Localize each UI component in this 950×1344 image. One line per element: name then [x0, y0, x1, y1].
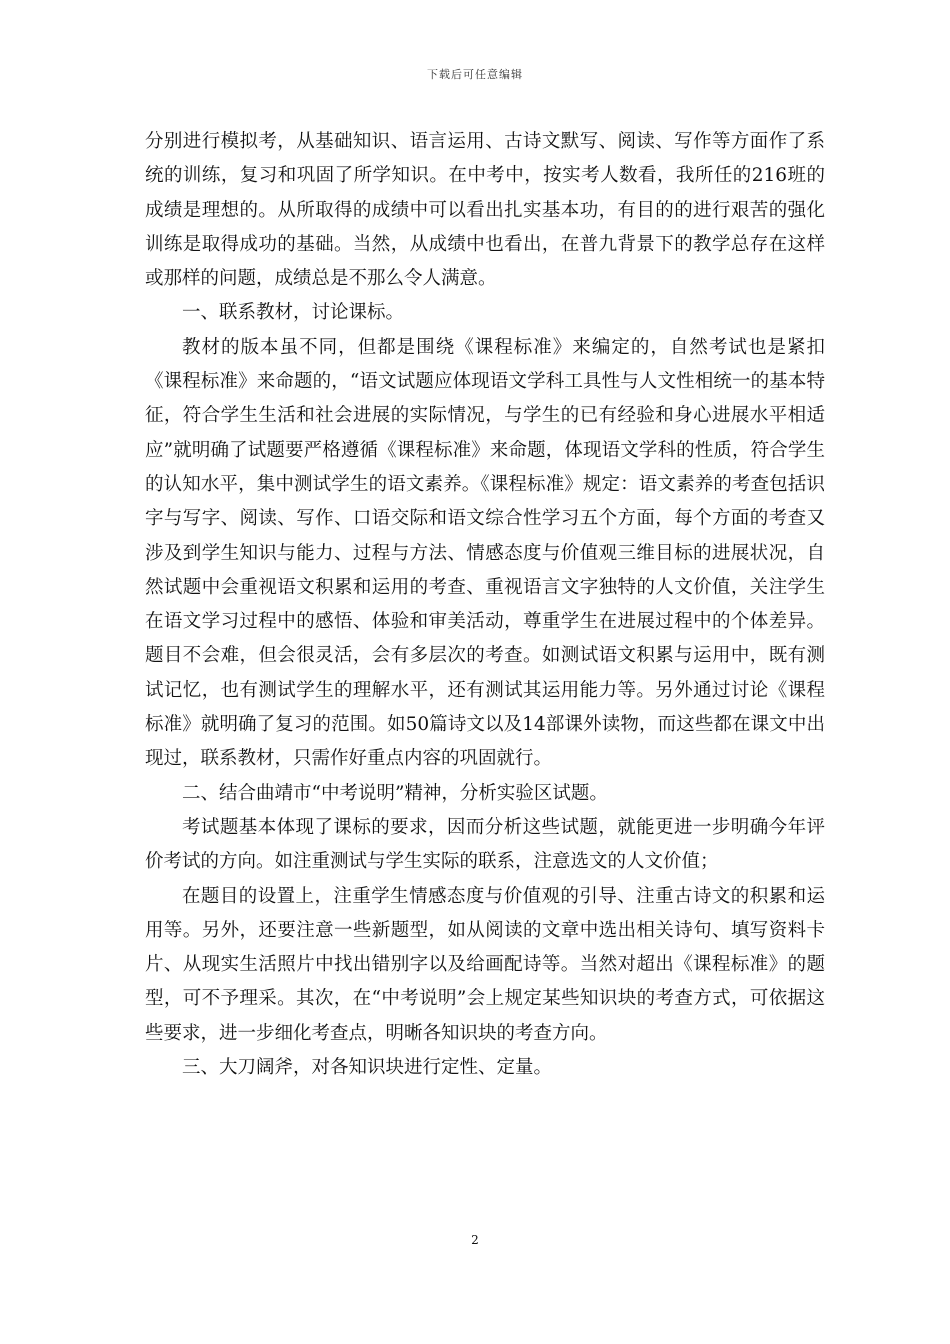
- paragraph-section-2-b: 在题目的设置上，注重学生情感态度与价值观的引导、注重古诗文的积累和运用等。另外，还要注意一些新题型，如从阅读的文章中选出相关诗句、填写资料卡片、从现实生活照片中找出错别字以及给画配诗等。当然对超出《课程标准》的题型，可不予理采。其次，在“中考说明”会上规定某些知识块的考查方式，可依据这些要求，进一步细化考查点，明晰各知识块的考查方向。: [145, 885, 825, 1044]
- heading-section-1: 一、联系教材，讨论课标。: [182, 302, 405, 324]
- page-header-note: 下载后可任意编辑: [427, 68, 523, 81]
- document-body: [145, 125, 825, 1085]
- page-number: 2: [471, 1233, 479, 1247]
- paragraph-section-2-a: 考试题基本体现了课标的要求，因而分析这些试题，就能更进一步明确今年评价考试的方向。如注重测试与学生实际的联系，注意选文的人文价值；: [145, 816, 825, 873]
- paragraph-section-1: 教材的版本虽不同，但都是围绕《课程标准》来编定的，自然考试也是紧扣《课程标准》来命题的，“语文试题应体现语文学科工具性与人文性相统一的基本特征，符合学生生活和社会进展的实际情况，与学生的已有经验和身心进展水平相适应”就明确了试题要严格遵循《课程标准》来命题，体现语文学科的性质，符合学生的认知水平，集中测试学生的语文素养。《课程标准》规定：语文素养的考查包括识字与写字、阅读、写作、口语交际和语文综合性学习五个方面，每个方面的考查又涉及到学生知识与能力、过程与方法、情感态度与价值观三维目标的进展状况，自然试题中会重视语文积累和运用的考查、重视语言文字独特的人文价值，关注学生在语文学习过程中的感悟、体验和审美活动，尊重学生在进展过程中的个体差异。题目不会难，但会很灵活，会有多层次的考查。如测试语文积累与运用中，既有测试记忆，也有测试学生的理解水平，还有测试其运用能力等。另外通过讨论《课程标准》就明确了复习的范围。如50篇诗文以及14部课外读物，而这些都在课文中出现过，联系教材，只需作好重点内容的巩固就行。: [145, 336, 825, 770]
- heading-section-2: 二、结合曲靖市“中考说明”精神，分析实验区试题。: [182, 782, 608, 804]
- heading-section-3: 三、大刀阔斧，对各知识块进行定性、定量。: [182, 1057, 553, 1079]
- paragraph-intro-continuation: 分别进行模拟考，从基础知识、语言运用、古诗文默写、阅读、写作等方面作了系统的训练，复习和巩固了所学知识。在中考中，按实考人数看，我所任的216班的成绩是理想的。从所取得的成绩中可以看出扎实基本功，有目的的进行艰苦的强化训练是取得成功的基础。当然，从成绩中也看出，在普九背景下的教学总存在这样或那样的问题，成绩总是不那么令人满意。: [145, 131, 825, 290]
